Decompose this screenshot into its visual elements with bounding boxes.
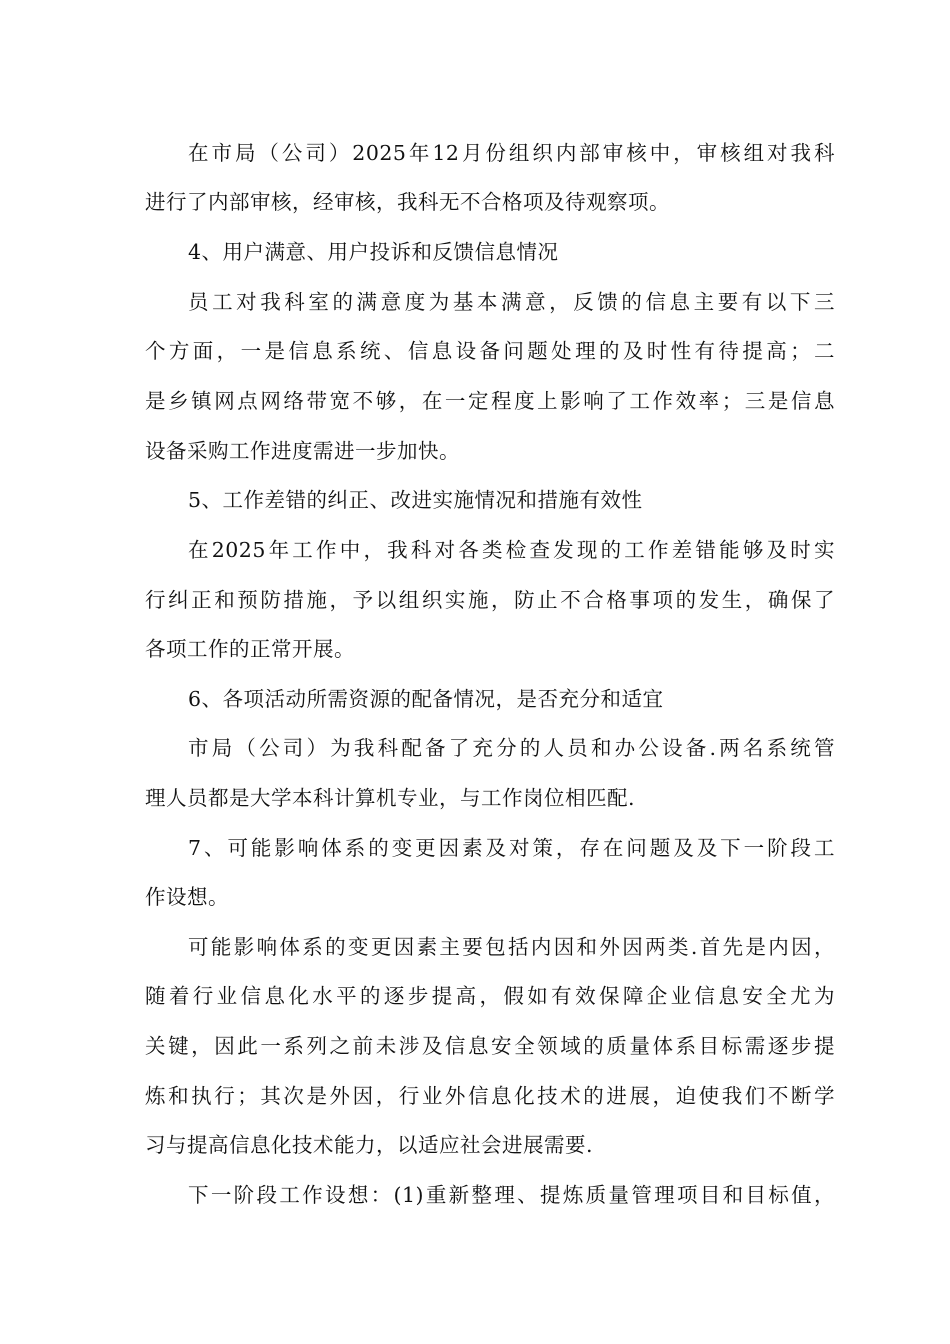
section-heading-7: 7、可能影响体系的变更因素及对策，存在问题及及下一阶段工 xyxy=(188,836,835,860)
paragraph-line: 可能影响体系的变更因素主要包括内因和外因两类.首先是内因， xyxy=(188,935,835,959)
section-heading-6: 6、各项活动所需资源的配备情况，是否充分和适宜 xyxy=(188,687,664,711)
section-heading-5: 5、工作差错的纠正、改进实施情况和措施有效性 xyxy=(188,488,643,512)
paragraph-line: 员工对我科室的满意度为基本满意，反馈的信息主要有以下三 xyxy=(188,290,835,314)
paragraph-line: 关键，因此一系列之前未涉及信息安全领域的质量体系目标需逐步提 xyxy=(145,1034,835,1058)
paragraph-line: 各项工作的正常开展。 xyxy=(145,637,355,661)
paragraph-line: 进行了内部审核，经审核，我科无不合格项及待观察项。 xyxy=(145,190,670,214)
paragraph-line: 个方面，一是信息系统、信息设备问题处理的及时性有待提高；二 xyxy=(145,339,835,363)
section-heading-4: 4、用户满意、用户投诉和反馈信息情况 xyxy=(188,240,559,264)
paragraph-line: 理人员都是大学本科计算机专业，与工作岗位相匹配. xyxy=(145,786,636,810)
paragraph-line: 在2025年工作中，我科对各类检查发现的工作差错能够及时实 xyxy=(188,538,835,562)
paragraph-line: 随着行业信息化水平的逐步提高，假如有效保障企业信息安全尤为 xyxy=(145,984,835,1008)
paragraph-line: 习与提高信息化技术能力，以适应社会进展需要. xyxy=(145,1133,594,1157)
paragraph-line: 下一阶段工作设想：(1)重新整理、提炼质量管理项目和目标值， xyxy=(188,1183,835,1207)
paragraph-line: 设备采购工作进度需进一步加快。 xyxy=(145,439,460,463)
section-heading-7-cont: 作设想。 xyxy=(145,885,229,909)
paragraph-line: 行纠正和预防措施，予以组织实施，防止不合格事项的发生，确保了 xyxy=(145,588,835,612)
paragraph-line: 在市局（公司）2025年12月份组织内部审核中，审核组对我科 xyxy=(188,141,835,165)
paragraph-line: 炼和执行；其次是外因，行业外信息化技术的进展，迫使我们不断学 xyxy=(145,1084,835,1108)
paragraph-line: 市局（公司）为我科配备了充分的人员和办公设备.两名系统管 xyxy=(188,736,835,760)
paragraph-line: 是乡镇网点网络带宽不够，在一定程度上影响了工作效率；三是信息 xyxy=(145,389,835,413)
